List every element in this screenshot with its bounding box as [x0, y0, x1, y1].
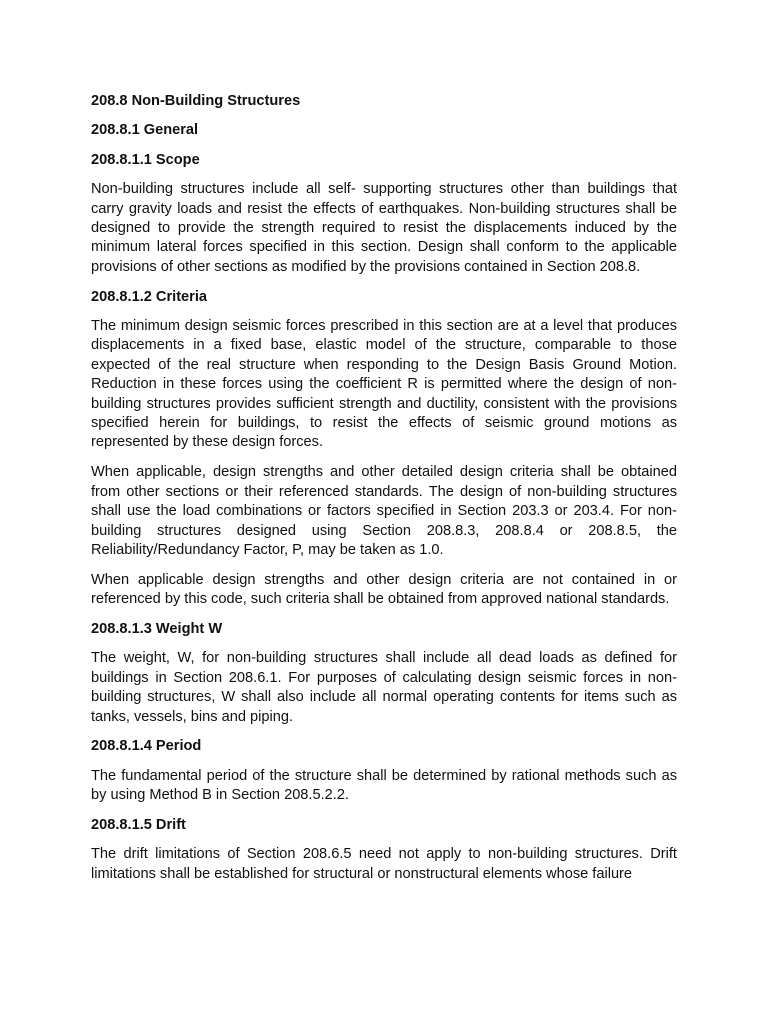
section-heading: 208.8.1.1 Scope	[91, 151, 200, 168]
body-paragraph: The fundamental period of the structure shall be determined by rational methods such as by using Method B in Section 208.5.2.2.	[91, 767, 677, 804]
section-heading: 208.8.1.5 Drift	[91, 816, 186, 833]
body-paragraph: The weight, W, for non-building structures shall include all dead loads as defined for buildings in Section 208.6.1. For purposes of calculating design seismic forces in non-building structures, W shall also include all normal operating contents for items such as tanks, vessels, bins and piping.	[91, 650, 677, 725]
body-paragraph: The drift limitations of Section 208.6.5 need not apply to non-building structures. Drift limitations shall be established for structural or nonstructural elements whose failure	[91, 846, 677, 882]
body-paragraph: The minimum design seismic forces prescribed in this section are at a level that produces displacements in a fixed base, elastic model of the structure, comparable to those expected of the real structure when responding to the Design Basis Ground Motion. Reduction in these forces using the coefficient R is permitted where the design of non-building structures provides sufficient strength and ductility, consistent with the provisions specified herein for buildings, to resist the effects of seismic ground motions as represented by these design forces.	[91, 318, 677, 451]
section-heading: 208.8 Non-Building Structures	[91, 93, 301, 109]
body-paragraph: When applicable, design strengths and other detailed design criteria shall be obtained from other sections or their referenced standards. The design of non-building structures shall use the load combinations or factors specified in Section 203.3 or 203.4. For non-building structures designed using Section 208.8.3, 208.8.4 or 208.8.5, the Reliability/Redundancy Factor, P, may be taken as 1.0.	[91, 464, 677, 558]
section-heading: 208.8.1.2 Criteria	[91, 288, 208, 305]
section-heading: 208.8.1.3 Weight W	[91, 620, 223, 637]
section-heading: 208.8.1.4 Period	[91, 738, 202, 755]
document-page	[91, 92, 677, 895]
body-paragraph: When applicable design strengths and other design criteria are not contained in or referenced by this code, such criteria shall be obtained from approved national standards.	[91, 571, 677, 608]
body-paragraph: Non-building structures include all self- supporting structures other than buildings that carry gravity loads and resist the effects of earthquakes. Non-building structures shall be designed to provide the strength required to resist the displacements induced by the minimum lateral forces specified in this section. Design shall conform to the applicable provisions of other sections as modified by the provisions contained in Section 208.8.	[91, 181, 677, 275]
section-heading: 208.8.1 General	[91, 122, 199, 139]
